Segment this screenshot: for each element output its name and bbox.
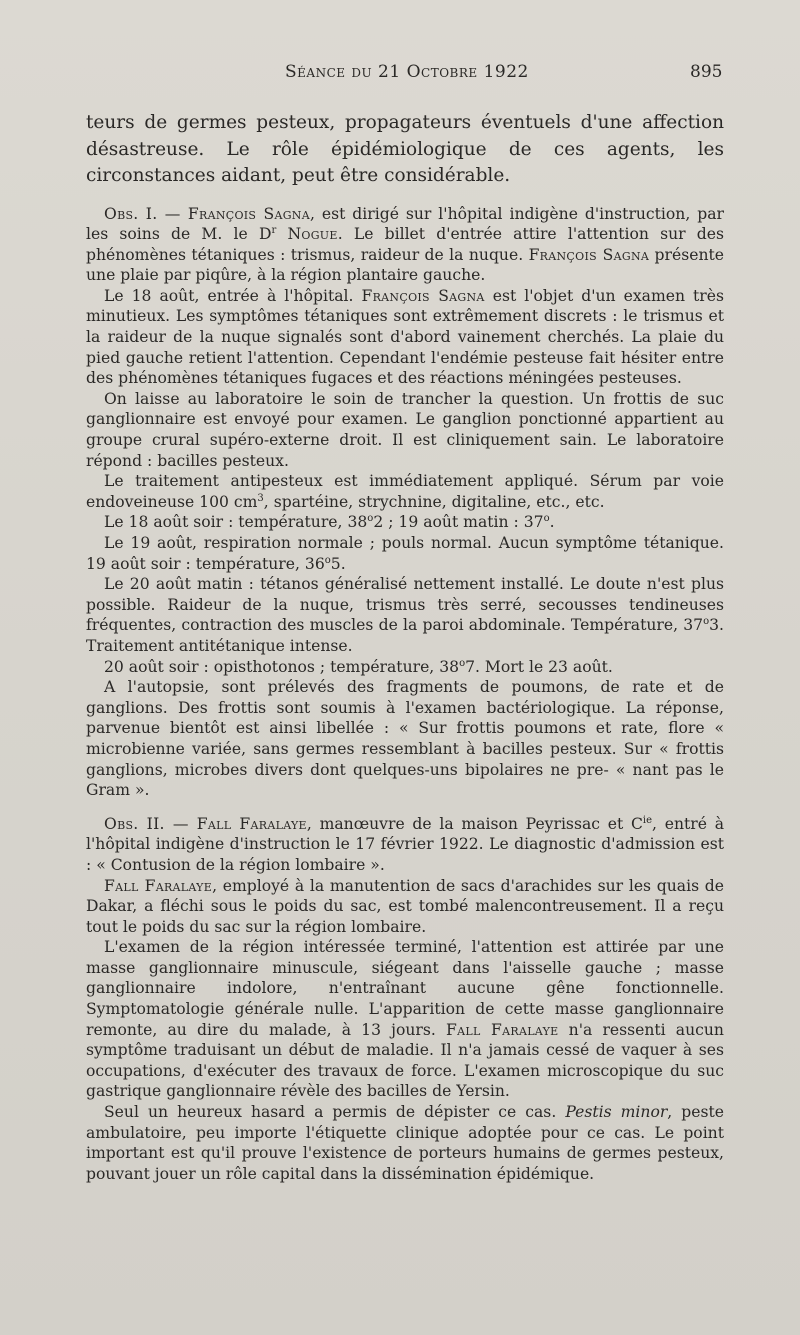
diagnosis-italic: Pestis minor [565, 1103, 668, 1122]
obs1-paragraph-1: Obs. I. — François Sagna, est dirigé sur l'hôpital indigène d'instruction, par les soins de M. le $D^r$ Nogue. Le billet d'entrée attire l'attention sur des phénomènes tétaniques : trismus, raideur de la nuque. François Sagna présente une plaie par piqûre, à la région plantaire gauche. [86, 204, 724, 285]
observation-1 [86, 204, 724, 801]
obs2-paragraph-3: L'examen de la région intéressée terminé, l'attention est attirée par une masse ganglionnaire minuscule, siégeant dans l'aisselle gauche ; masse ganglionnaire indolore, n'entraînant aucune gêne fonctionnelle. Symptomatologie générale nulle. L'apparition de cette masse ganglionnaire remonte, au dire du malade, à 13 jours. Fall Faralaye n'a ressenti aucun symptôme traduisant un début de maladie. Il n'a jamais cessé de vaquer à ses occupations, d'exécuter des travaux de force. L'examen microscopique du suc gastrique ganglionnaire révèle des bacilles de Yersin. [86, 938, 724, 1101]
intro-paragraph: teurs de germes pesteux, propagateurs éventuels d'une affection désastreuse. Le rôle épidémiologique de ces agents, les circonstances aidant, peut être considérable. [86, 112, 724, 186]
patient-name: Fall Faralaye [104, 876, 213, 895]
obs1-paragraph-9: A l'autopsie, sont prélevés des fragments de poumons, de rate et de ganglions. Des frottis sont soumis à l'examen bactériologique. La réponse, parvenue bientôt est ainsi libellée : « Sur frottis poumons et rate, flore « microbienne variée, sans germes ressemblant à bacilles pesteux. Sur « frottis ganglions, microbes divers dont quelques-uns bipolaires ne pre- « nant pas le Gram ». [86, 678, 724, 800]
patient-name: François Sagna [361, 286, 485, 305]
obs1-paragraph-4: Le traitement antipesteux est immédiatement appliqué. Sérum par voie endoveineuse 100 $cm^3$, spartéine, strychnine, digitaline, etc., etc. [86, 472, 724, 511]
obs1-paragraph-6: Le 19 août, respiration normale ; pouls normal. Aucun symptôme tétanique. 19 août soir : température, 36$^o$5. [86, 534, 724, 573]
obs1-label: Obs. I. — [104, 204, 188, 223]
obs2-paragraph-2: Fall Faralaye, employé à la manutention de sacs d'arachides sur les quais de Dakar, a fléchi sous le poids du sac, est tombé malencontreusement. Il a reçu tout le poids du sac sur la région lombaire. [86, 876, 724, 936]
observation-2 [86, 814, 724, 1185]
obs2-label: Obs. II. — [104, 814, 197, 833]
page-header [0, 60, 800, 90]
obs2-paragraph-1: Obs. II. — Fall Faralaye, manœuvre de la maison Peyrissac et $C^{ie}$, entré à l'hôpital indigène d'instruction le 17 février 1922. Le diagnostic d'admission est : « Contusion de la région lombaire ». [86, 814, 725, 874]
patient-name: Fall Faralaye [445, 1020, 559, 1039]
page-number: 895 [690, 62, 723, 82]
obs2-paragraph-4: Seul un heureux hasard a permis de dépister ce cas. Pestis minor, peste ambulatoire, peu importe l'étiquette clinique adoptée pour ce cas. Le point important est qu'il prouve l'existence de porteurs humains de germes pesteux, pouvant jouer un rôle capital dans la dissémination épidémique. [86, 1103, 724, 1183]
body-text [86, 110, 724, 1197]
obs1-paragraph-8: 20 août soir : opisthotonos ; température, 38$^o$7. Mort le 23 août. [104, 657, 613, 676]
doctor-name: Nogue [287, 225, 338, 244]
intro-section [86, 110, 724, 190]
obs1-paragraph-7: Le 20 août matin : tétanos généralisé nettement installé. Le doute n'est plus possible. Raideur de la nuque, trismus très serré, secousses tendineuses fréquentes, contraction des muscles de la paroi abdominale. Température, 37$^o$3. Traitement antitétanique intense. [86, 575, 724, 655]
running-title: Séance du 21 Octobre 1922 [285, 62, 529, 82]
patient-name: François Sagna [187, 204, 310, 223]
obs1-paragraph-5: Le 18 août soir : température, 38$^o$2 ; 19 août matin : 37$^o$. [104, 513, 555, 532]
patient-name: François Sagna [528, 245, 650, 264]
obs1-paragraph-2: Le 18 août, entrée à l'hôpital. François Sagna est l'objet d'un examen très minutieux. Les symptômes tétaniques sont extrêmement discrets : le trismus et la raideur de la nuque signalés sont d'abord vainement cherchés. La plaie du pied gauche retient l'attention. Cependant l'endémie pesteuse fait hésiter entre des phénomènes tétaniques fugaces et des réactions méningées pesteuses. [86, 286, 724, 388]
patient-name: Fall Faralaye [196, 814, 307, 833]
obs1-paragraph-3: On laisse au laboratoire le soin de trancher la question. Un frottis de suc ganglionnaire est envoyé pour examen. Le ganglion ponctionné appartient au groupe crural supéro-externe droit. Il est cliniquement sain. Le laboratoire répond : bacilles pesteux. [86, 389, 724, 470]
